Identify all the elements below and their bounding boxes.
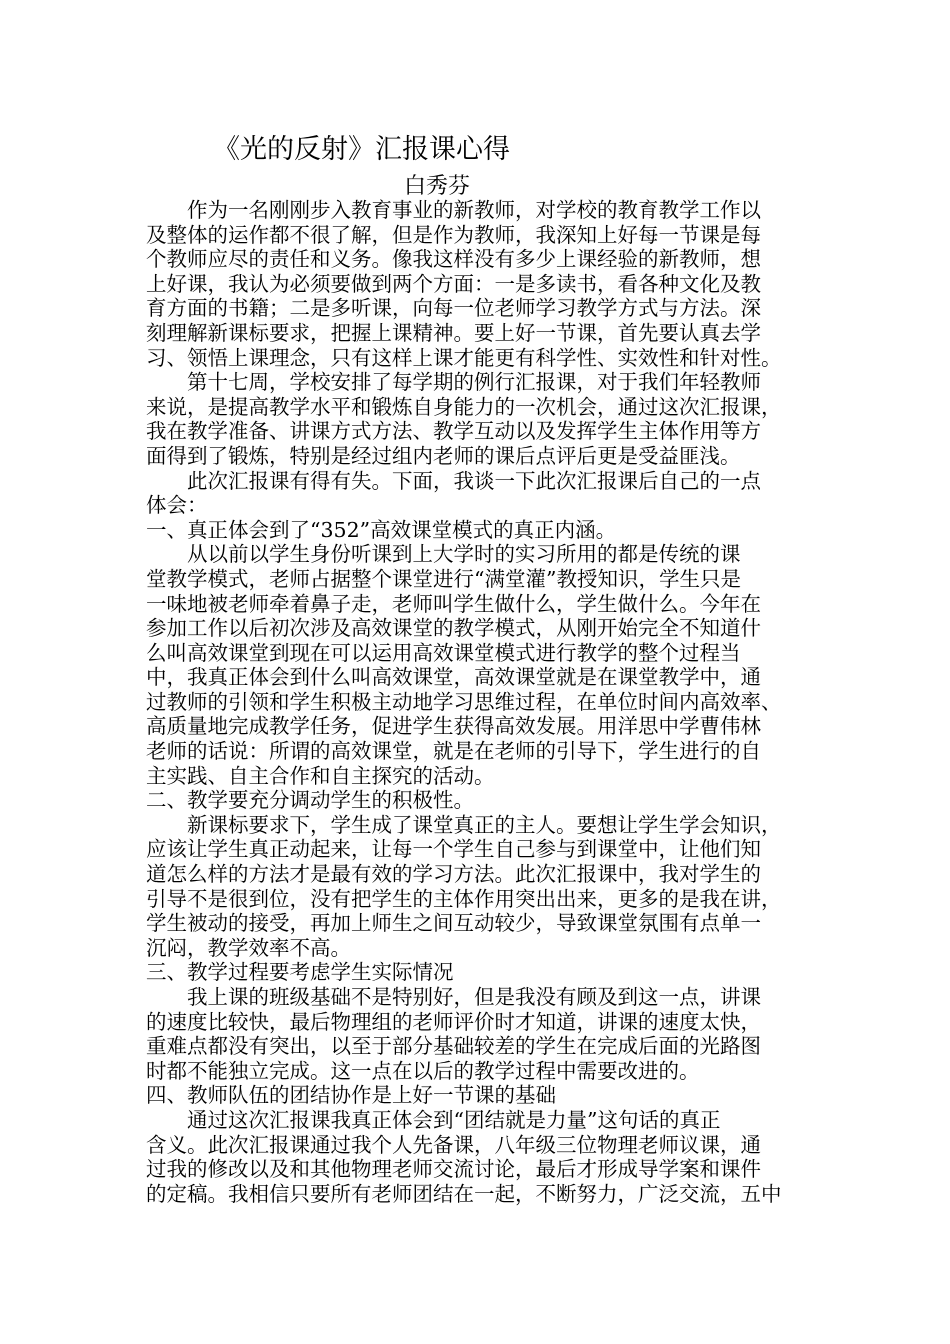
text-line: 此次汇报课有得有失。下面，我谈一下此次汇报课后自己的一点 [146,468,761,493]
text-line: 三、教学过程要考虑学生实际情况 [146,960,454,985]
text-line: 过教师的引领和学生积极主动地学习思维过程，在单位时间内高效率、 [146,689,782,714]
text-line: 引导不是很到位，没有把学生的主体作用突出出来，更多的是我在讲， [146,886,782,911]
text-line: 体会： [146,493,208,518]
text-line: 时都不能独立完成。这一点在以后的教学过程中需要改进的。 [146,1058,700,1083]
text-line: 的定稿。我相信只要所有老师团结在一起，不断努力，广泛交流，五中 [146,1181,782,1206]
text-line: 刻理解新课标要求，把握上课精神。要上好一节课，首先要认真去学 [146,320,761,345]
text-line: 沉闷，教学效率不高。 [146,935,351,960]
text-line: 应该让学生真正动起来，让每一个学生自己参与到课堂中，让他们知 [146,837,761,862]
text-line: 含义。此次汇报课通过我个人先备课，八年级三位物理老师议课，通 [146,1132,761,1157]
text-line: 一、真正体会到了“352”高效课堂模式的真正内涵。 [146,517,617,542]
body-text [146,198,826,1206]
text-line: 主实践、自主合作和自主探究的活动。 [146,763,495,788]
text-line: 中，我真正体会到什么叫高效课堂，高效课堂就是在课堂教学中，通 [146,665,761,690]
text-line: 及整体的运作都不很了解，但是作为教师，我深知上好每一节课是每 [146,222,761,247]
text-line: 上好课，我认为必须要做到两个方面：一是多读书，看各种文化及教 [146,271,761,296]
text-line: 通过这次汇报课我真正体会到“团结就是力量”这句话的真正 [146,1107,721,1132]
document-title: 《光的反射》汇报课心得 [213,134,510,165]
text-line: 个教师应尽的责任和义务。像我这样没有多少上课经验的新教师，想 [146,247,761,272]
text-line: 第十七周，学校安排了每学期的例行汇报课，对于我们年轻教师 [146,370,761,395]
text-line: 从以前以学生身份听课到上大学时的实习所用的都是传统的课 [146,542,741,567]
text-line: 堂教学模式，老师占据整个课堂进行“满堂灌”教授知识，学生只是 [146,566,741,591]
text-line: 我在教学准备、讲课方式方法、教学互动以及发挥学生主体作用等方 [146,419,761,444]
text-line: 习、领悟上课理念，只有这样上课才能更有科学性、实效性和针对性。 [146,345,782,370]
text-line: 我上课的班级基础不是特别好，但是我没有顾及到这一点，讲课 [146,985,761,1009]
text-line: 重难点都没有突出，以至于部分基础较差的学生在完成后面的光路图 [146,1034,761,1059]
text-line: 四、教师队伍的团结协作是上好一节课的基础 [146,1083,556,1108]
text-line: 道怎么样的方法才是最有效的学习方法。此次汇报课中，我对学生的 [146,862,761,887]
text-line: 过我的修改以及和其他物理老师交流讨论，最后才形成导学案和课件 [146,1157,761,1182]
text-line: 面得到了锻炼，特别是经过组内老师的课后点评后更是受益匪浅。 [146,443,741,468]
text-line: 参加工作以后初次涉及高效课堂的教学模式，从刚开始完全不知道什 [146,616,761,641]
text-line: 二、教学要充分调动学生的积极性。 [146,788,474,813]
text-line: 老师的话说：所谓的高效课堂，就是在老师的引导下，学生进行的自 [146,739,761,764]
author-name: 白秀芬 [404,174,471,199]
text-line: 高质量地完成教学任务，促进学生获得高效发展。用洋思中学曹伟林 [146,714,761,739]
text-line: 来说，是提高教学水平和锻炼自身能力的一次机会，通过这次汇报课， [146,394,782,419]
text-line: 的速度比较快，最后物理组的老师评价时才知道，讲课的速度太快， [146,1009,761,1034]
text-line: 一味地被老师牵着鼻子走，老师叫学生做什么，学生做什么。今年在 [146,591,761,616]
text-line: 育方面的书籍；二是多听课，向每一位老师学习教学方式与方法。深 [146,296,761,321]
text-line: 新课标要求下，学生成了课堂真正的主人。要想让学生学会知识， [146,812,782,837]
text-line: 么叫高效课堂到现在可以运用高效课堂模式进行教学的整个过程当 [146,640,741,665]
text-line: 学生被动的接受，再加上师生之间互动较少，导致课堂氛围有点单一 [146,911,761,936]
text-line: 作为一名刚刚步入教育事业的新教师，对学校的教育教学工作以 [146,198,761,222]
